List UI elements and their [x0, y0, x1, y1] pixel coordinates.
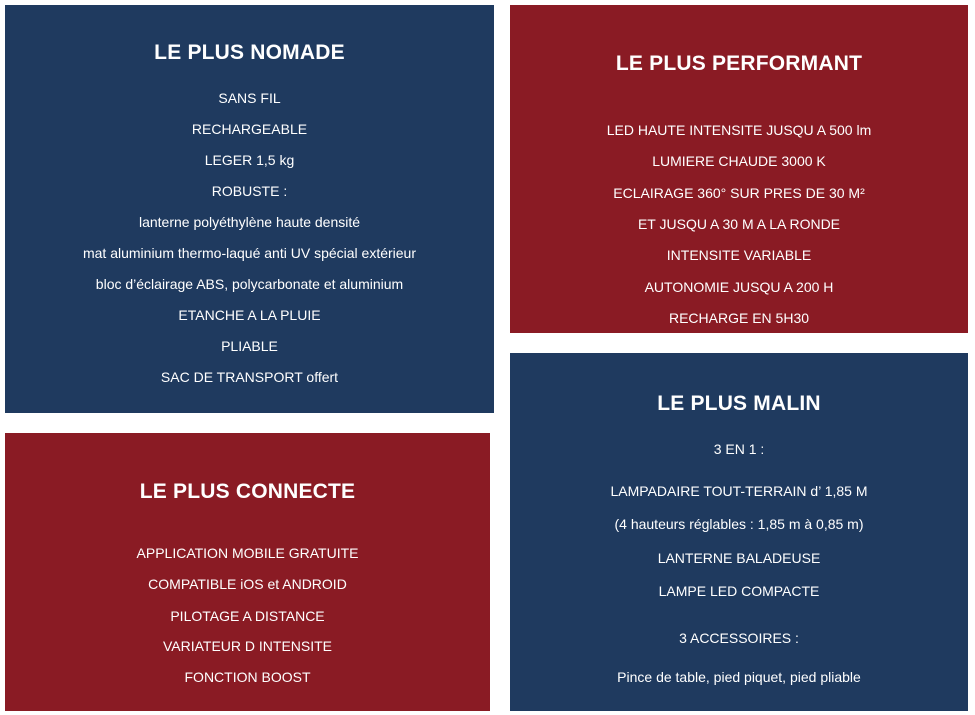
feature-line: bloc d’éclairage ABS, polycarbonate et aluminium — [95, 276, 404, 292]
feature-line: lanterne polyéthylène haute densité — [138, 214, 361, 230]
feature-line: AUTONOMIE JUSQU A 200 H — [644, 279, 834, 295]
feature-line: mat aluminium thermo-laqué anti UV spécial extérieur — [82, 245, 417, 261]
feature-line: LAMPADAIRE TOUT-TERRAIN d’ 1,85 M — [610, 483, 868, 499]
panel-title: LE PLUS MALIN — [657, 392, 821, 415]
panel-connecte — [5, 433, 490, 711]
feature-line: 3 ACCESSOIRES : — [679, 630, 799, 646]
feature-line: PLIABLE — [221, 338, 278, 354]
feature-line: FONCTION BOOST — [184, 669, 311, 685]
panel-nomade — [5, 5, 494, 413]
feature-line: VARIATEUR D INTENSITE — [162, 638, 333, 654]
panel-performant — [510, 5, 968, 333]
feature-line: ETANCHE A LA PLUIE — [178, 307, 321, 323]
panel-malin — [510, 353, 968, 711]
feature-line: (4 hauteurs réglables : 1,85 m à 0,85 m) — [614, 516, 864, 532]
feature-line: LUMIERE CHAUDE 3000 K — [652, 153, 826, 169]
feature-line: 3 EN 1 : — [713, 441, 765, 457]
feature-line: LEGER 1,5 kg — [204, 152, 295, 168]
feature-line: PILOTAGE A DISTANCE — [170, 608, 325, 624]
feature-line: RECHARGE EN 5H30 — [668, 310, 810, 326]
feature-line: RECHARGEABLE — [191, 121, 308, 137]
feature-line: ET JUSQU A 30 M A LA RONDE — [637, 216, 841, 232]
feature-line: COMPATIBLE iOS et ANDROID — [148, 576, 347, 592]
feature-line: INTENSITE VARIABLE — [666, 247, 812, 263]
feature-line: LED HAUTE INTENSITE JUSQU A 500 lm — [606, 122, 872, 138]
feature-line: LAMPE LED COMPACTE — [658, 583, 820, 599]
feature-line: LANTERNE BALADEUSE — [657, 550, 821, 566]
feature-line: Pince de table, pied piquet, pied pliable — [617, 669, 861, 685]
panel-title: LE PLUS PERFORMANT — [615, 52, 863, 75]
feature-line: ROBUSTE : — [211, 183, 288, 199]
feature-line: SANS FIL — [218, 90, 281, 106]
panel-title: LE PLUS CONNECTE — [139, 480, 356, 503]
feature-line: ECLAIRAGE 360° SUR PRES DE 30 M² — [613, 185, 865, 201]
panel-title: LE PLUS NOMADE — [154, 41, 345, 64]
feature-line: SAC DE TRANSPORT offert — [160, 369, 339, 385]
feature-line: APPLICATION MOBILE GRATUITE — [136, 545, 359, 561]
